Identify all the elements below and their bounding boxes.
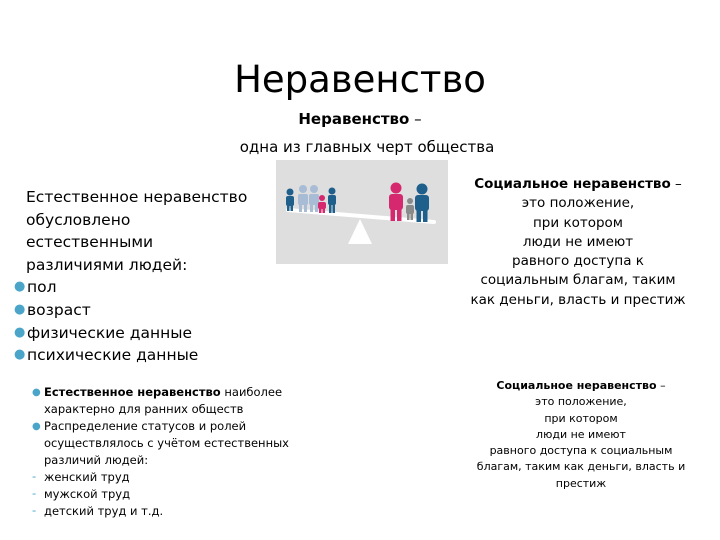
- person-icon-right-3: [415, 184, 429, 223]
- bullet-dot-icon: ●: [14, 347, 26, 363]
- social-line: социальным благам, таким: [480, 272, 676, 289]
- social-line: при котором: [532, 214, 623, 231]
- social-inequality-notes: [470, 378, 692, 492]
- definition-text: одна из главных черт общества: [239, 138, 495, 156]
- definition-dash: –: [409, 110, 422, 128]
- small-social-line: равного доступа к социальным: [489, 444, 673, 458]
- small-social-line: благам, таким как деньги, власть и: [476, 460, 686, 474]
- slide-title: Неравенство: [234, 58, 486, 101]
- bullet-dot-icon: ●: [14, 324, 26, 340]
- person-icon-left-4: [318, 195, 326, 213]
- bullet-dot-icon: ●: [32, 421, 41, 432]
- natural-inequality-block: [14, 186, 247, 367]
- small-social-term: Социальное неравенство: [496, 379, 657, 392]
- inequality-scale-illustration: [276, 160, 448, 264]
- bullet-label: психические данные: [27, 346, 199, 365]
- person-icon-left-5: [328, 188, 336, 214]
- dash-marker-icon: -: [32, 486, 37, 500]
- note-bullet: [32, 384, 332, 418]
- bullet-item: [14, 322, 247, 345]
- small-social-line: люди не имеют: [536, 427, 626, 441]
- dash-item-label: мужской труд: [44, 487, 131, 501]
- social-line: люди не имеют: [522, 233, 634, 250]
- person-icon-right-1: [389, 183, 403, 222]
- bullet-item: [14, 299, 247, 322]
- intro-line: обусловлено: [26, 210, 131, 229]
- social-line: это положение,: [521, 195, 635, 212]
- dash-marker-icon: -: [32, 503, 37, 517]
- person-icon-right-2: [406, 198, 414, 220]
- definition-heading: [0, 110, 720, 128]
- intro-line: Естественное неравенство: [26, 188, 248, 206]
- person-icon-left-2: [298, 185, 308, 212]
- intro-line: различиями людей:: [26, 255, 188, 274]
- definition-term: Неравенство: [298, 110, 410, 128]
- social-term: Социальное неравенство: [474, 176, 671, 192]
- bullet-item: [14, 344, 247, 367]
- note-term: Естественное неравенство: [44, 385, 221, 399]
- social-inequality-block: [464, 175, 692, 310]
- scale-icon: [276, 160, 448, 264]
- person-icon-left-1: [286, 189, 294, 212]
- dash-item: [32, 486, 332, 503]
- social-line: как деньги, власть и престиж: [470, 291, 686, 308]
- dash-marker-icon: -: [32, 469, 37, 483]
- dash-item: [32, 503, 332, 520]
- bullet-dot-icon: ●: [32, 387, 41, 398]
- social-line: равного доступа к: [512, 253, 644, 270]
- note-text: различий людей:: [44, 453, 149, 467]
- note-text: осуществлялось с учётом естественных: [44, 436, 289, 450]
- bullet-item: [14, 276, 247, 299]
- natural-inequality-notes: [32, 384, 332, 520]
- bullet-dot-icon: ●: [14, 301, 26, 317]
- bullet-label: пол: [27, 278, 57, 297]
- intro-line: естественными: [26, 233, 154, 252]
- note-text: Распределение статусов и ролей: [44, 419, 247, 433]
- person-icon-left-3: [309, 185, 319, 212]
- bullet-label: возраст: [27, 300, 91, 319]
- small-social-dash: –: [656, 379, 666, 392]
- social-dash: –: [670, 176, 682, 192]
- dash-item-label: женский труд: [44, 470, 130, 484]
- small-social-line: это положение,: [535, 395, 627, 409]
- bullet-label: физические данные: [27, 323, 193, 342]
- small-social-heading: [470, 378, 692, 394]
- natural-inequality-intro: [14, 186, 247, 276]
- dash-item: [32, 469, 332, 486]
- note-text: наиболее: [220, 385, 283, 399]
- note-bullet: [32, 418, 332, 469]
- dash-item-label: детский труд и т.д.: [44, 504, 164, 518]
- note-text: характерно для ранних обществ: [44, 402, 244, 416]
- bullet-dot-icon: ●: [14, 279, 26, 295]
- small-social-line: при котором: [544, 411, 618, 425]
- social-heading: [464, 175, 692, 194]
- small-social-line: престиж: [555, 476, 607, 490]
